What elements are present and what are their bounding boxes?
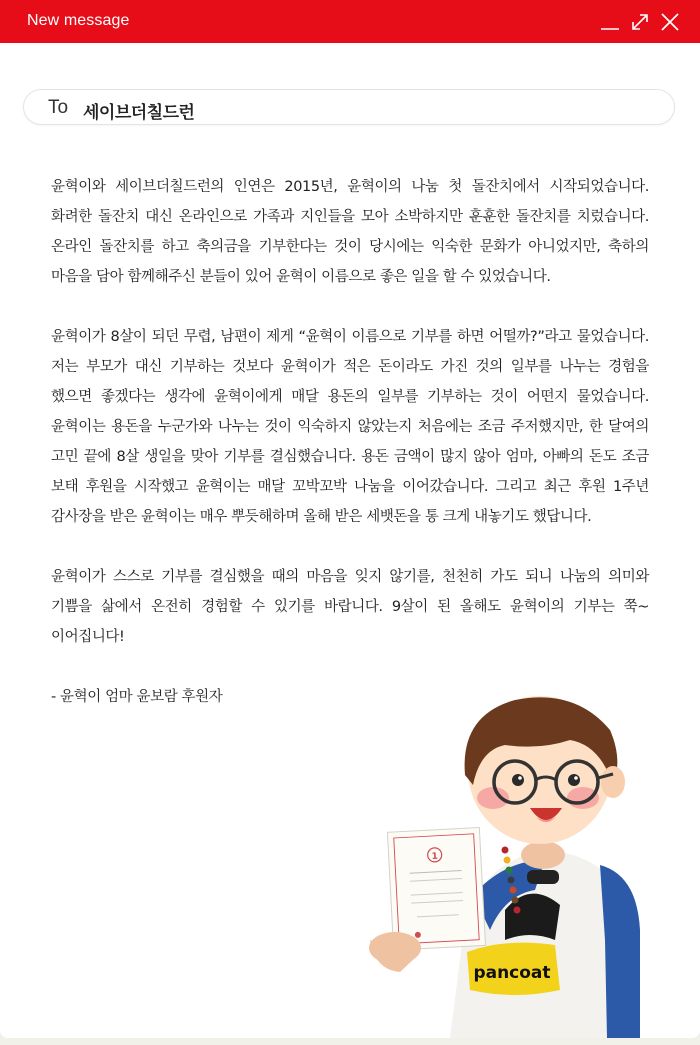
close-icon[interactable] <box>658 10 682 34</box>
message-paragraph-1: 윤혁이와 세이브더칠드런의 인연은 2015년, 윤혁이의 나눔 첫 돌잔치에서 시작되었습니다. 화려한 돌잔치 대신 온라인으로 가족과 지인들을 모아 소박하지만 훈훈한 돌잔치를 치렀습니다. 온라인 돌잔치를 하고 축의금을 기부한다는 것이 당시에는 익숙한 문화가 아니었지만, 축하의 마음을 담아 함께해주신 분들이 있어 윤혁이 이름으로 좋은 일을 할 수 있었습니다. <box>51 179 649 285</box>
child-photo <box>355 690 655 1038</box>
message-paragraph-3: 윤혁이가 스스로 기부를 결심했을 때의 마음을 잊지 않기를, 천천히 가도 되니 나눔의 의미와 기쁨을 삶에서 온전히 경험할 수 있기를 바랍니다. 9살이 된 올해도 윤혁이의 기부는 쭉~ 이어집니다! <box>51 569 649 645</box>
message-signature: - 윤혁이 엄마 윤보람 후원자 <box>51 689 223 705</box>
window-title: New message <box>27 12 130 29</box>
recipient-value: 세이브더칠드런 <box>83 103 195 123</box>
expand-icon[interactable] <box>628 10 652 34</box>
message-paragraph-2: 윤혁이가 8살이 되던 무렵, 남편이 제게 “윤혁이 이름으로 기부를 하면 어떨까?”라고 물었습니다. 저는 부모가 대신 기부하는 것보다 윤혁이가 적은 돈이라도 가진 것의 일부를 나누는 경험을 했으면 좋겠다는 생각에 윤혁이에게 매달 용돈의 일부를 기부하는 것이 어떤지 물었습니다. 윤혁이는 용돈을 누군가와 나누는 것이 익숙하지 않았는지 처음에는 조금 주저했지만, 한 달여의 고민 끝에 8살 생일을 맞아 기부를 결심했습니다. 용돈 금액이 많지 않아 엄마, 아빠의 돈도 조금 보태 후원을 시작했고 윤혁이는 매달 꼬박꼬박 나눔을 이어갔습니다. 그리고 최근 후원 1주년 감사장을 받은 윤혁이는 매우 뿌듯해하며 올해 받은 세뱃돈을 통 크게 내놓기도 했답니다. <box>51 329 649 525</box>
svg-text:1: 1 <box>431 851 439 863</box>
recipient-field[interactable] <box>23 89 675 125</box>
title-bar <box>0 0 700 43</box>
message-body[interactable] <box>51 172 649 742</box>
recipient-label: To <box>48 97 69 118</box>
pancoat-logo: pancoat <box>473 963 551 983</box>
minimize-icon[interactable] <box>598 10 622 34</box>
